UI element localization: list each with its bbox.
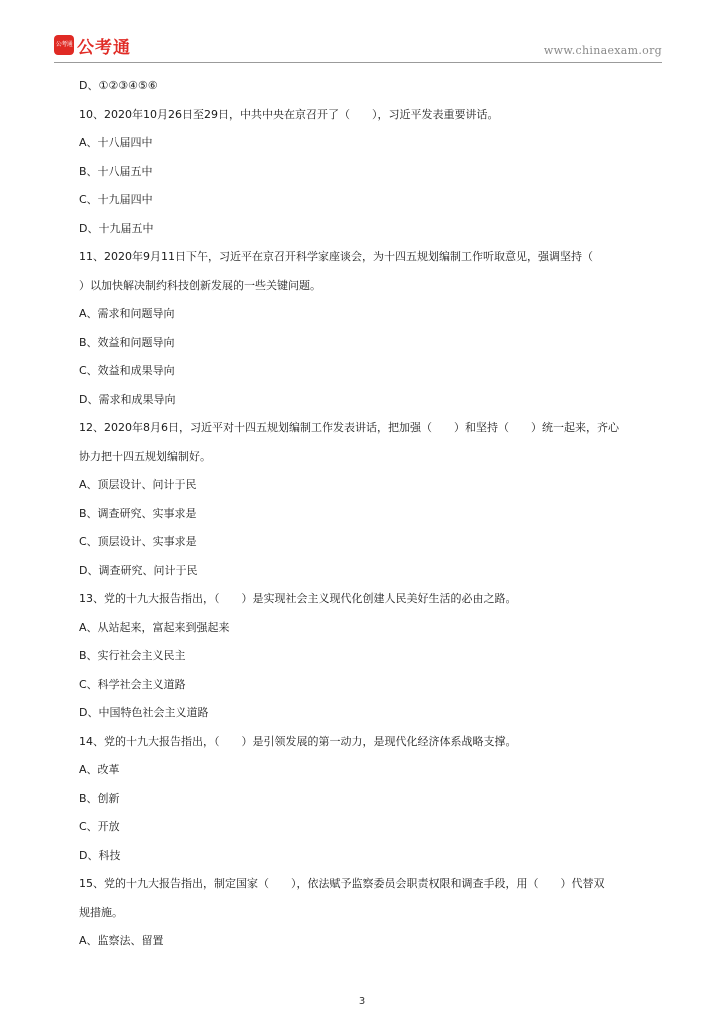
question-text: 13、党的十九大报告指出，（ ）是实现社会主义现代化创建人民美好生活的必由之路。 (79, 592, 517, 606)
question-text: 12、2020年8月6日，习近平对十四五规划编制工作发表讲话，把加强（ ）和坚持（ ）统一起来，齐心 (79, 421, 619, 435)
logo-text: 公考通 (77, 37, 131, 58)
option-line: B、创新 (79, 791, 120, 805)
option-line: B、实行社会主义民主 (79, 649, 186, 663)
page-header (0, 0, 724, 62)
option-line: C、效益和成果导向 (79, 364, 175, 378)
question-text: 14、党的十九大报告指出，（ ）是引领发展的第一动力，是现代化经济体系战略支撑。 (79, 734, 517, 748)
header-divider (54, 62, 662, 63)
question-text: 11、2020年9月11日下午，习近平在京召开科学家座谈会，为十四五规划编制工作听取意见，强调坚持（ (79, 250, 593, 264)
option-line: B、十八届五中 (79, 164, 153, 178)
option-line: A、改革 (79, 763, 120, 777)
option-line: D、①②③④⑤⑥ (79, 79, 158, 93)
option-line: D、十九届五中 (79, 221, 154, 235)
question-list (79, 72, 664, 956)
option-line: A、需求和问题导向 (79, 307, 175, 321)
option-line: D、需求和成果导向 (79, 392, 176, 406)
option-line: D、调查研究、问计于民 (79, 563, 198, 577)
page-number: 3 (358, 996, 366, 1007)
question-text-continued: 协力把十四五规划编制好。 (79, 449, 211, 463)
option-line: A、监察法、留置 (79, 934, 164, 948)
option-line: C、开放 (79, 820, 120, 834)
option-line: C、顶层设计、实事求是 (79, 535, 197, 549)
logo-badge-icon: 公考通 (54, 35, 74, 55)
option-line: A、顶层设计、问计于民 (79, 478, 197, 492)
option-line: D、中国特色社会主义道路 (79, 706, 209, 720)
option-line: B、效益和问题导向 (79, 335, 175, 349)
site-url: www.chinaexam.org (543, 44, 662, 57)
option-line: A、十八届四中 (79, 136, 153, 150)
option-line: C、十九届四中 (79, 193, 153, 207)
question-text: 10、2020年10月26日至29日，中共中央在京召开了（ ），习近平发表重要讲话。 (79, 107, 499, 121)
option-line: D、科技 (79, 848, 121, 862)
question-text: 15、党的十九大报告指出，制定国家（ ），依法赋予监察委员会职责权限和调查手段，用（ ）代替双 (79, 877, 605, 891)
question-text-continued: 规措施。 (79, 905, 123, 919)
option-line: B、调查研究、实事求是 (79, 506, 197, 520)
option-line: C、科学社会主义道路 (79, 677, 186, 691)
question-text-continued: ）以加快解决制约科技创新发展的一些关键问题。 (79, 278, 321, 292)
option-line: A、从站起来，富起来到强起来 (79, 620, 230, 634)
brand-logo (54, 34, 131, 56)
